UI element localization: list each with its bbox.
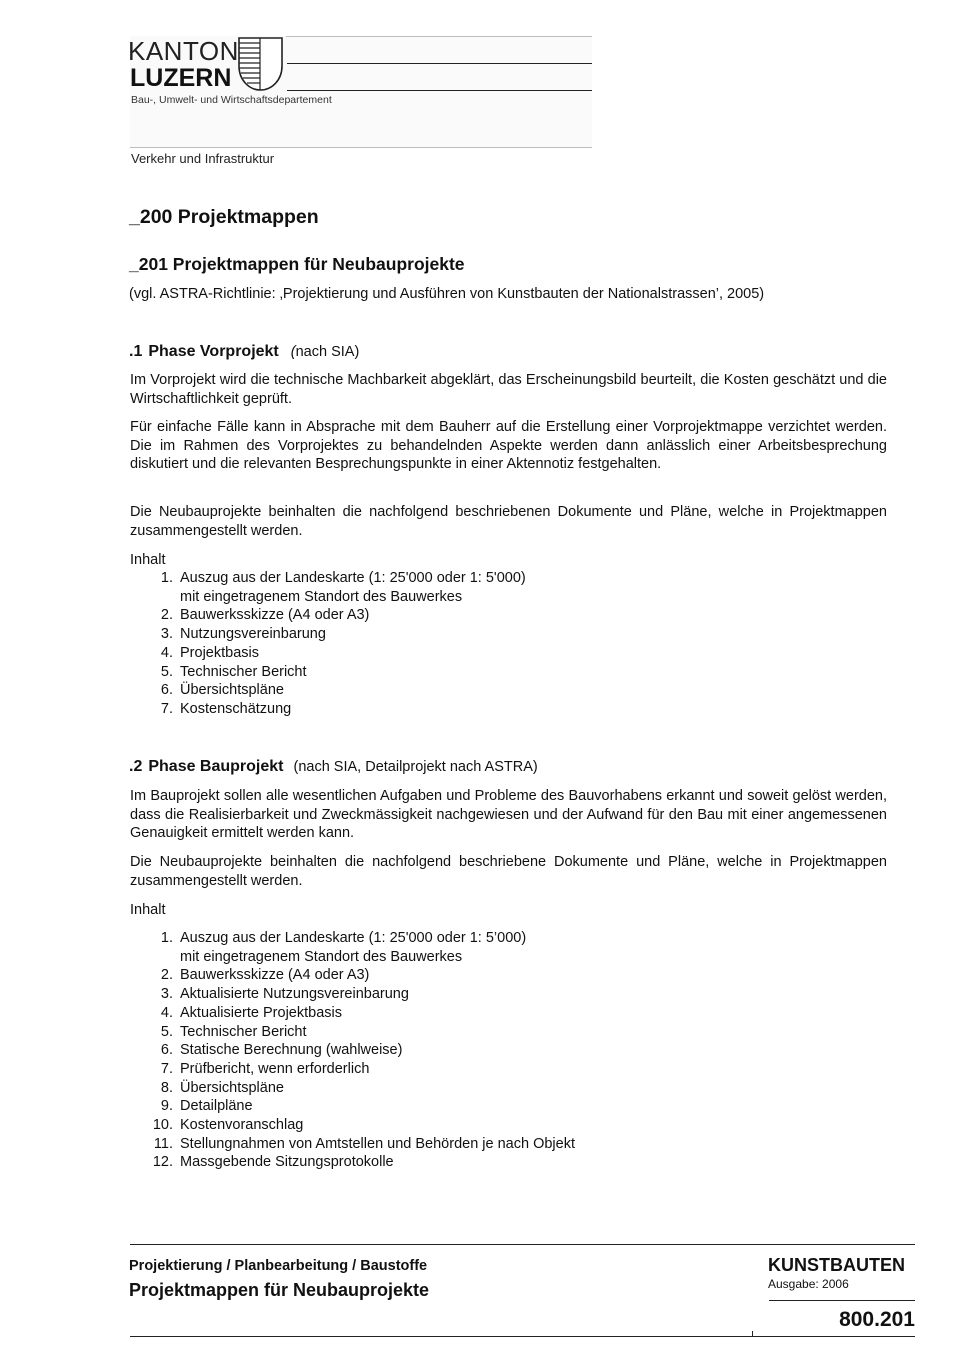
letterhead-bottom-rule <box>130 147 592 148</box>
section2-content-list <box>130 929 887 1172</box>
section2-paragraph-2: Die Neubauprojekte beinhalten die nachfolgend beschriebene Dokumente und Pläne, welche in Projektmappen zusammengestellt werden. <box>130 854 887 889</box>
section1-content-list <box>130 569 887 719</box>
footer-separator <box>752 1331 753 1337</box>
section1-paragraph-2: Für einfache Fälle kann in Absprache mit dem Bauherr auf die Erstellung einer Vorprojektmappe verzichtet werden. Die im Rahmen des Vorprojektes zu behandelnden Aspekte werden dann anlässlich einer Arbeitsbesprechung diskutiert und die relevanten Besprechungspunkte in einer Aktennotiz festgehalten. <box>130 419 887 473</box>
list-item: 7. Prüfbericht, wenn erforderlich <box>160 1060 370 1077</box>
letterhead-rule-2 <box>287 90 592 91</box>
letterhead-luzern: LUZERN <box>130 64 232 92</box>
section1-heading <box>129 342 359 362</box>
list-item: 4. Aktualisierte Projektbasis <box>160 1004 342 1021</box>
section1-title: Phase Vorprojekt <box>148 343 279 360</box>
list-item: 6. Statische Berechnung (wahlweise) <box>160 1042 403 1059</box>
list-item: 3. Aktualisierte Nutzungsvereinbarung <box>160 986 409 1003</box>
section1-list-label: Inhalt <box>130 552 166 568</box>
list-item: 1. Auszug aus der Landeskarte (1: 25'000 oder 1: 5'000) mit eingetragenem Standort des Bauwerkes <box>160 570 526 605</box>
list-item: 3. Nutzungsvereinbarung <box>160 626 326 643</box>
section1-paragraph-1: Im Vorprojekt wird die technische Machbarkeit abgeklärt, das Erscheinungsbild beurteilt, die Kosten geschätzt und die Wirtschaftlichkeit geprüft. <box>130 372 887 407</box>
letterhead-top-rule <box>286 36 592 37</box>
section2-list-label: Inhalt <box>130 902 166 918</box>
footer-chapter: KUNSTBAUTEN <box>768 1255 905 1275</box>
footer-top-rule <box>130 1244 915 1245</box>
section2-note: (nach SIA, Detailprojekt nach ASTRA) <box>293 759 538 775</box>
list-item: 5. Technischer Bericht <box>160 1023 307 1040</box>
list-item: 7. Kostenschätzung <box>160 700 292 717</box>
section1-number: .1 <box>129 343 143 360</box>
letterhead-rule-1 <box>287 63 592 64</box>
list-item: 12. Massgebende Sitzungsprotokolle <box>152 1154 394 1171</box>
footer-number-rule <box>769 1300 915 1301</box>
section-title: _201 Projektmappen für Neubauprojekte <box>129 254 465 274</box>
section2-paragraph-1: Im Bauprojekt sollen alle wesentlichen Aufgaben und Probleme des Bauvorhabens erkannt und soweit gelöst werden, dass die Realisierbarkeit und Zweckmässigkeit nachgewiesen und der Aufwand für den Bau mit einer angemessenen Genauigkeit ermittelt werden kann. <box>130 788 887 842</box>
section2-number: .2 <box>129 758 143 775</box>
letterhead-division: Verkehr und Infrastruktur <box>131 151 275 166</box>
list-item: 2. Bauwerksskizze (A4 oder A3) <box>160 607 370 624</box>
section2-title: Phase Bauprojekt <box>148 758 284 775</box>
letterhead-department: Bau-, Umwelt- und Wirtschaftsdepartement <box>131 94 332 106</box>
footer-bottom-rule <box>130 1336 915 1337</box>
section1-paragraph-3: Die Neubauprojekte beinhalten die nachfolgend beschriebenen Dokumente und Pläne, welche in Projektmappen zusammengestellt werden. <box>130 504 887 539</box>
list-item: 10. Kostenvoranschlag <box>152 1117 304 1134</box>
shield-crest-icon <box>236 36 286 92</box>
list-item: 9. Detailpläne <box>160 1098 253 1115</box>
page-title: _200 Projektmappen <box>129 206 319 228</box>
letterhead-kanton: KANTON <box>128 36 239 66</box>
list-item: 5. Technischer Bericht <box>160 663 307 680</box>
section1-note-paren: ( <box>290 344 296 360</box>
footer-category: Projektierung / Planbearbeitung / Baustoffe <box>129 1258 428 1274</box>
footer-title: Projektmappen für Neubauprojekte <box>129 1280 430 1300</box>
list-item: 11. Stellungnahmen von Amtstellen und Behörden je nach Objekt <box>153 1135 575 1152</box>
list-item: 1. Auszug aus der Landeskarte (1: 25'000 oder 1: 5’000) mit eingetragenem Standort des Bauwerkes <box>160 930 527 965</box>
list-item: 4. Projektbasis <box>160 644 259 661</box>
list-item: 6. Übersichtspläne <box>160 682 284 699</box>
footer-edition: Ausgabe: 2006 <box>768 1277 849 1291</box>
section2-heading <box>129 757 538 777</box>
list-item: 2. Bauwerksskizze (A4 oder A3) <box>160 967 370 984</box>
reference-note: (vgl. ASTRA-Richtlinie: ‚Projektierung und Ausführen von Kunstbauten der Nationalstrassen’, 2005) <box>129 286 765 302</box>
section1-note: nach SIA) <box>295 344 360 360</box>
list-item: 8. Übersichtspläne <box>160 1079 284 1096</box>
footer-doc-number: 800.201 <box>839 1308 915 1331</box>
